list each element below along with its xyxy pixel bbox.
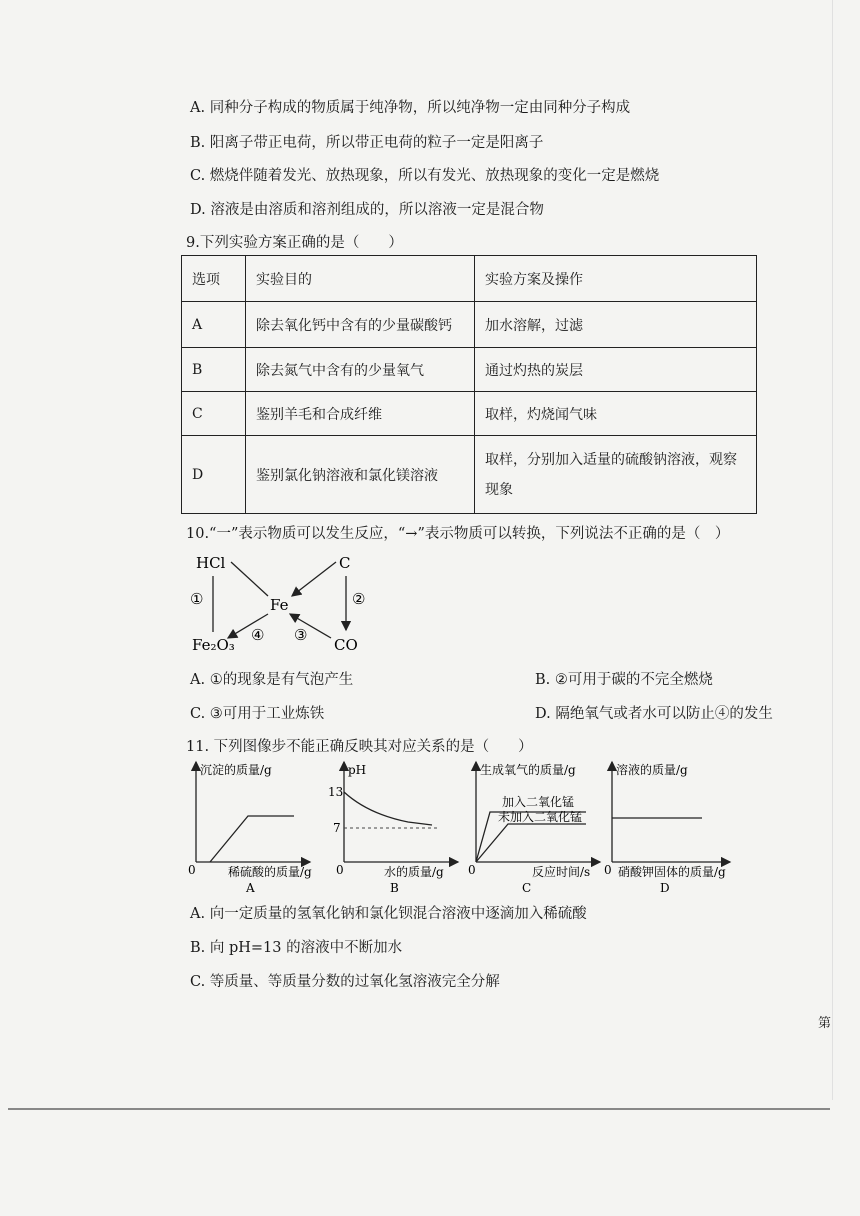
q10-option-d: D. 隔绝氧气或者水可以防止④的发生 (535, 706, 773, 722)
q9-question: 9.下列实验方案正确的是（ ） (186, 235, 403, 251)
q10-option-c: C. ③可用于工业炼铁 (190, 706, 325, 722)
header-cell: 选项 (182, 256, 246, 302)
table-cell: 除去氮气中含有的少量氧气 (246, 348, 475, 392)
q10-question: 10.“一”表示物质可以发生反应，“→”表示物质可以转换，下列说法不正确的是（ ） (186, 526, 730, 542)
table-cell: 鉴别氯化钠溶液和氯化镁溶液 (246, 436, 475, 514)
q8-option-c: C. 燃烧伴随着发光、放热现象，所以有发光、放热现象的变化一定是燃烧 (190, 168, 660, 184)
origin-label: 0 (336, 863, 344, 877)
node-fe: Fe (270, 596, 289, 614)
table-row (182, 348, 757, 392)
label-2: ② (352, 590, 366, 608)
q11-option-a: A. 向一定质量的氢氧化钠和氯化钡混合溶液中逐滴加入稀硫酸 (190, 906, 587, 922)
label-with-mno2: 加入二氧化锰 (502, 795, 575, 809)
x-label: 硝酸钾固体的质量/g (618, 865, 726, 879)
table-cell: D (182, 436, 246, 514)
table-row (182, 392, 757, 436)
graph-letter: C (522, 881, 532, 895)
label-1: ① (190, 590, 204, 608)
label-4: ④ (251, 626, 265, 644)
q8-option-a: A. 同种分子构成的物质属于纯净物，所以纯净物一定由同种分子构成 (190, 100, 631, 116)
node-c: C (339, 554, 351, 572)
x-label: 水的质量/g (384, 865, 444, 879)
table-cell: A (182, 302, 246, 348)
table-cell: 加水溶解，过滤 (475, 302, 757, 348)
header-cell: 实验方案及操作 (475, 256, 757, 302)
y-label: pH (348, 763, 367, 777)
q11-option-b: B. 向 pH=13 的溶液中不断加水 (190, 940, 403, 956)
page-edge (832, 0, 833, 1100)
q11-option-c: C. 等质量、等质量分数的过氧化氢溶液完全分解 (190, 974, 500, 990)
graph-b (328, 756, 468, 896)
table-cell: B (182, 348, 246, 392)
reaction-diagram (186, 548, 386, 660)
y-label: 沉淀的质量/g (200, 763, 272, 777)
curve (344, 792, 432, 825)
origin-label: 0 (604, 863, 612, 877)
origin-label: 0 (468, 863, 476, 877)
q9-table (181, 255, 757, 514)
table-header-row (182, 256, 757, 302)
label-without-mno2: 未加入二氧化锰 (498, 810, 583, 824)
table-cell: 除去氧化钙中含有的少量碳酸钙 (246, 302, 475, 348)
y-tick-7: 7 (333, 821, 341, 835)
table-row (182, 436, 757, 514)
graph-letter: A (246, 881, 255, 895)
label-3: ③ (294, 626, 308, 644)
node-hcl: HCl (196, 554, 226, 572)
x-label: 反应时间/s (532, 865, 591, 879)
page-number-mark: 第 (818, 1016, 832, 1031)
origin-label: 0 (188, 863, 196, 877)
header-cell: 实验目的 (246, 256, 475, 302)
c-fe-arrow (292, 562, 336, 596)
page-bottom-rule (8, 1108, 830, 1110)
q8-option-d: D. 溶液是由溶质和溶剂组成的，所以溶液一定是混合物 (190, 202, 544, 218)
node-fe2o3: Fe₂O₃ (192, 636, 235, 654)
q10-option-b: B. ②可用于碳的不完全燃烧 (535, 672, 713, 688)
graph-letter: D (660, 881, 670, 895)
node-co: CO (334, 636, 358, 654)
graph-letter: B (390, 881, 399, 895)
curve-without-mno2 (476, 824, 586, 862)
q11-question: 11. 下列图像步不能正确反映其对应关系的是（ ） (186, 739, 533, 755)
table-cell: 取样，灼烧闻气味 (475, 392, 757, 436)
table-row (182, 302, 757, 348)
curve (210, 816, 294, 862)
table-cell: 鉴别羊毛和合成纤维 (246, 392, 475, 436)
y-label: 生成氧气的质量/g (480, 763, 576, 777)
y-tick-13: 13 (328, 785, 344, 799)
q8-option-b: B. 阳离子带正电荷，所以带正电荷的粒子一定是阳离子 (190, 135, 544, 151)
table-cell: C (182, 392, 246, 436)
graph-c (466, 756, 606, 896)
table-cell: 取样，分别加入适量的硫酸钠溶液，观察现象 (475, 436, 757, 514)
graph-a (186, 756, 326, 896)
x-label: 稀硫酸的质量/g (228, 865, 312, 879)
graph-d (602, 756, 736, 896)
table-cell: 通过灼热的炭层 (475, 348, 757, 392)
q10-option-a: A. ①的现象是有气泡产生 (190, 672, 354, 688)
y-label: 溶液的质量/g (616, 763, 688, 777)
hcl-fe-line (231, 562, 268, 596)
